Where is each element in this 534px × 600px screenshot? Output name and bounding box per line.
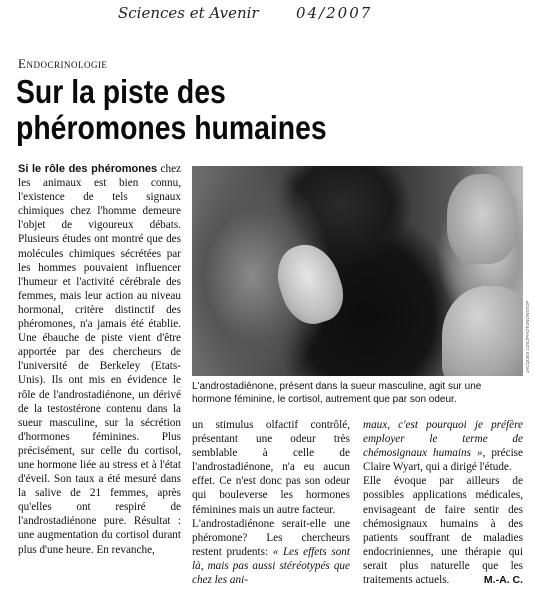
column-2-quote: « Les effets sont là, mais pas aussi stéréotypés que chez les ani- xyxy=(192,545,350,587)
photo-hand-shape xyxy=(269,237,351,332)
photo-credit: JACQUES LOIC/PHOTONONSTOP xyxy=(525,300,530,373)
column-3-paragraph-1 xyxy=(363,418,523,474)
article-headline: Sur la piste des phéromones humaines xyxy=(16,73,327,146)
column-3-text-2: Elle évoque par ailleurs de possibles applications médicales, envisageant de faire sentir des chémosignaux humains à des patients souffrant de maladies endocriniennes, une thérapie qui serait plus naturelle que les traitements actuels. xyxy=(363,475,523,587)
column-2-paragraph-1: un stimulus olfactif contrôlé, présentant une odeur très semblable à celle de l'androstadiénone, n'a eu aucun effet. Ce n'est donc pas son odeur qui bouleverse les hormones féminines mais un autre facteur. xyxy=(192,419,350,516)
article-column-1 xyxy=(18,162,181,592)
photo-face-shape xyxy=(447,174,517,264)
article-photo xyxy=(192,166,523,376)
handwritten-date: 04/2007 xyxy=(296,4,373,22)
column-3-paragraph-2 xyxy=(363,474,523,587)
article-lead: Si le rôle des phéromones xyxy=(18,163,158,175)
column-3-text: , précise Claire Wyart, qui a dirigé l'étude. xyxy=(363,447,523,474)
column-2-text: L'androstadiénone serait-elle une phéromone? Les chercheurs restent prudents: xyxy=(192,517,350,558)
article-intro-paragraph xyxy=(18,162,181,557)
article-column-3 xyxy=(363,418,523,594)
article-column-2 xyxy=(192,418,350,594)
photo-caption: L'androstadiénone, présent dans la sueur masculine, agit sur une hormone féminine, le cortisol, autrement que par son odeur. xyxy=(192,381,482,405)
column-3-quote: maux, c'est pourquoi je préfère employer le terme de chémosignaux humains » xyxy=(363,419,523,460)
handwritten-source-note xyxy=(118,4,418,34)
section-rubric: Endocrinologie xyxy=(18,56,108,71)
author-signature: M.-A. C. xyxy=(483,574,523,587)
column-1-text: chez les animaux est bien connu, l'existence de tels signaux chimiques chez l'homme demeure l'objet de vigoureux débats. Plusieurs études ont montré que des molécules chimiques sécrétées par les hommes pouvaient influencer l'humeur et l'activité cérébrale des femmes, mais leur action au niveau hormonal, critère distinctif des phéromones, n'a jamais été établie. Une ébauche de piste vient d'être apportée par des chercheurs de l'université de Berkeley (Etats-Unis). Ils ont mis en évidence le rôle de l'androstadiénone, un dérivé de la testostérone contenu dans la sueur masculine, sur la sécrétion d'hormones féminines. Plus précisément, sur celle du cortisol, une hormone liée au stress et à l'état d'éveil. Son taux a été mesuré dans la salive de 21 femmes, après qu'elles ont respiré de l'androstadiénone pure. Résultat : une augmentation du cortisol durant plus d'une heure. En revanche, xyxy=(18,163,181,556)
photo-shoulder-shape xyxy=(442,286,523,376)
handwritten-source: Sciences et Avenir xyxy=(118,4,259,22)
column-2-paragraph-2 xyxy=(192,517,350,587)
